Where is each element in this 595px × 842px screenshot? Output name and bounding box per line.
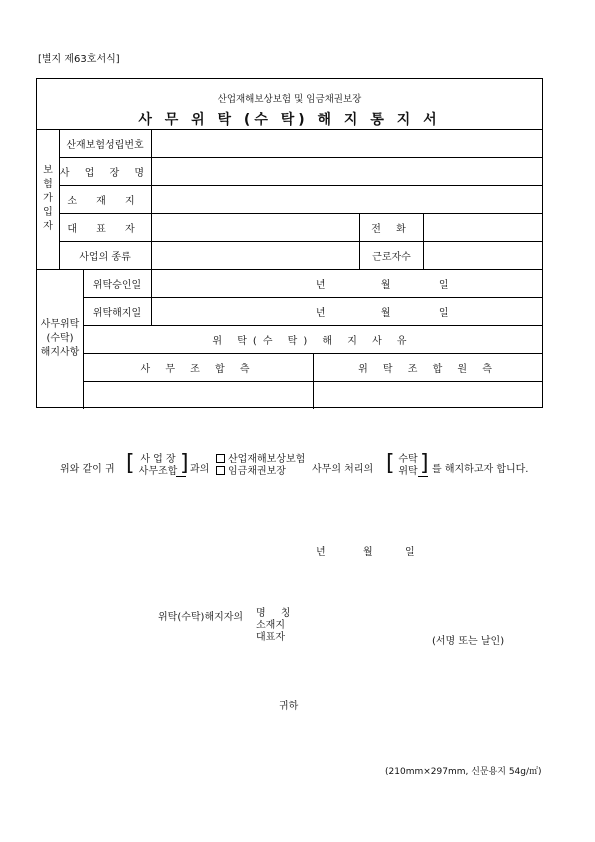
recipient: 귀하 [279,701,299,712]
workers-label: 근로자수 [372,251,411,263]
statement-mid: 사무의 처리의 [312,464,374,475]
checkbox-icon[interactable] [216,454,225,463]
representative-label: 대 표 자 [67,223,143,235]
action-options: 수탁 위탁 [398,454,418,477]
form-title: 사 무 위 탁 (수 탁) 해 지 통 지 서 [138,112,441,128]
option-checkbox-industrial[interactable]: 산업재해보상보험 [216,454,305,466]
union-side-label: 사 무 조 합 측 [140,363,256,375]
left-bracket-2: [ [386,451,395,476]
insured-section-label: 보 험 가 입 자 [43,165,53,232]
termination-date-field[interactable]: 년 월 일 [315,307,449,319]
form-number: [별지 제63호서식] [38,54,120,65]
termination-reason-label: 위 탁(수 탁) 해 지 사 유 [212,335,413,347]
paper-spec: (210mm×297mm, 신문용지 54g/㎡) [385,767,542,777]
phone-field[interactable] [424,213,542,241]
termination-date-label: 위탁해지일 [92,307,142,319]
option-checkbox-wage[interactable]: 임금채권보장 [216,466,305,478]
signatory-fields [256,608,297,644]
form-subtitle: 산업재해보상보험 및 임금채권보장 [217,94,362,105]
reg-no-label: 산재보험성립번호 [66,139,144,151]
approval-date-label: 위탁승인일 [92,279,142,291]
phone-label: 전 화 [371,223,412,235]
left-bracket-1: [ [126,451,135,476]
signatory-name-label: 명 칭 [256,608,297,619]
signature-year: 년 [316,547,326,558]
statement-suffix: 를 해지하고자 합니다. [432,464,529,475]
party-underline [176,476,186,477]
checkbox-icon[interactable] [216,466,225,475]
statement-particle: 과의 [190,464,210,475]
signature-month: 월 [363,547,373,558]
business-type-field[interactable] [152,241,359,269]
insurance-options [216,454,305,478]
party-options: 사 업 장 사무조합 [138,454,178,477]
reg-no-field[interactable] [152,129,542,157]
signatory-label: 위탁(수탁)해지자의 [158,612,244,623]
right-bracket-1: ] [180,451,189,476]
union-side-field[interactable] [83,381,313,409]
client-side-field[interactable] [314,381,542,409]
termination-section-label: 사무위탁 (수탁) 해지사항 [40,319,80,358]
business-type-label: 사업의 종류 [79,251,131,263]
form-header [37,79,542,130]
form-table [36,78,543,408]
signature-day: 일 [405,547,415,558]
statement-prefix: 위와 같이 귀 [60,464,115,475]
business-name-label: 사 업 장 명 [59,167,151,179]
business-name-field[interactable] [152,157,542,185]
signatory-address-label: 소재지 [256,620,285,631]
workers-field[interactable] [424,241,542,269]
seal-note: (서명 또는 날인) [432,636,505,647]
signatory-representative-label: 대표자 [256,632,285,643]
action-underline [418,476,428,477]
right-bracket-2: ] [420,451,429,476]
approval-date-field[interactable]: 년 월 일 [315,279,449,291]
address-field[interactable] [152,185,542,213]
client-side-label: 위 탁 조 합 원 측 [358,363,498,375]
representative-field[interactable] [152,213,359,241]
address-label: 소 재 지 [67,195,143,207]
